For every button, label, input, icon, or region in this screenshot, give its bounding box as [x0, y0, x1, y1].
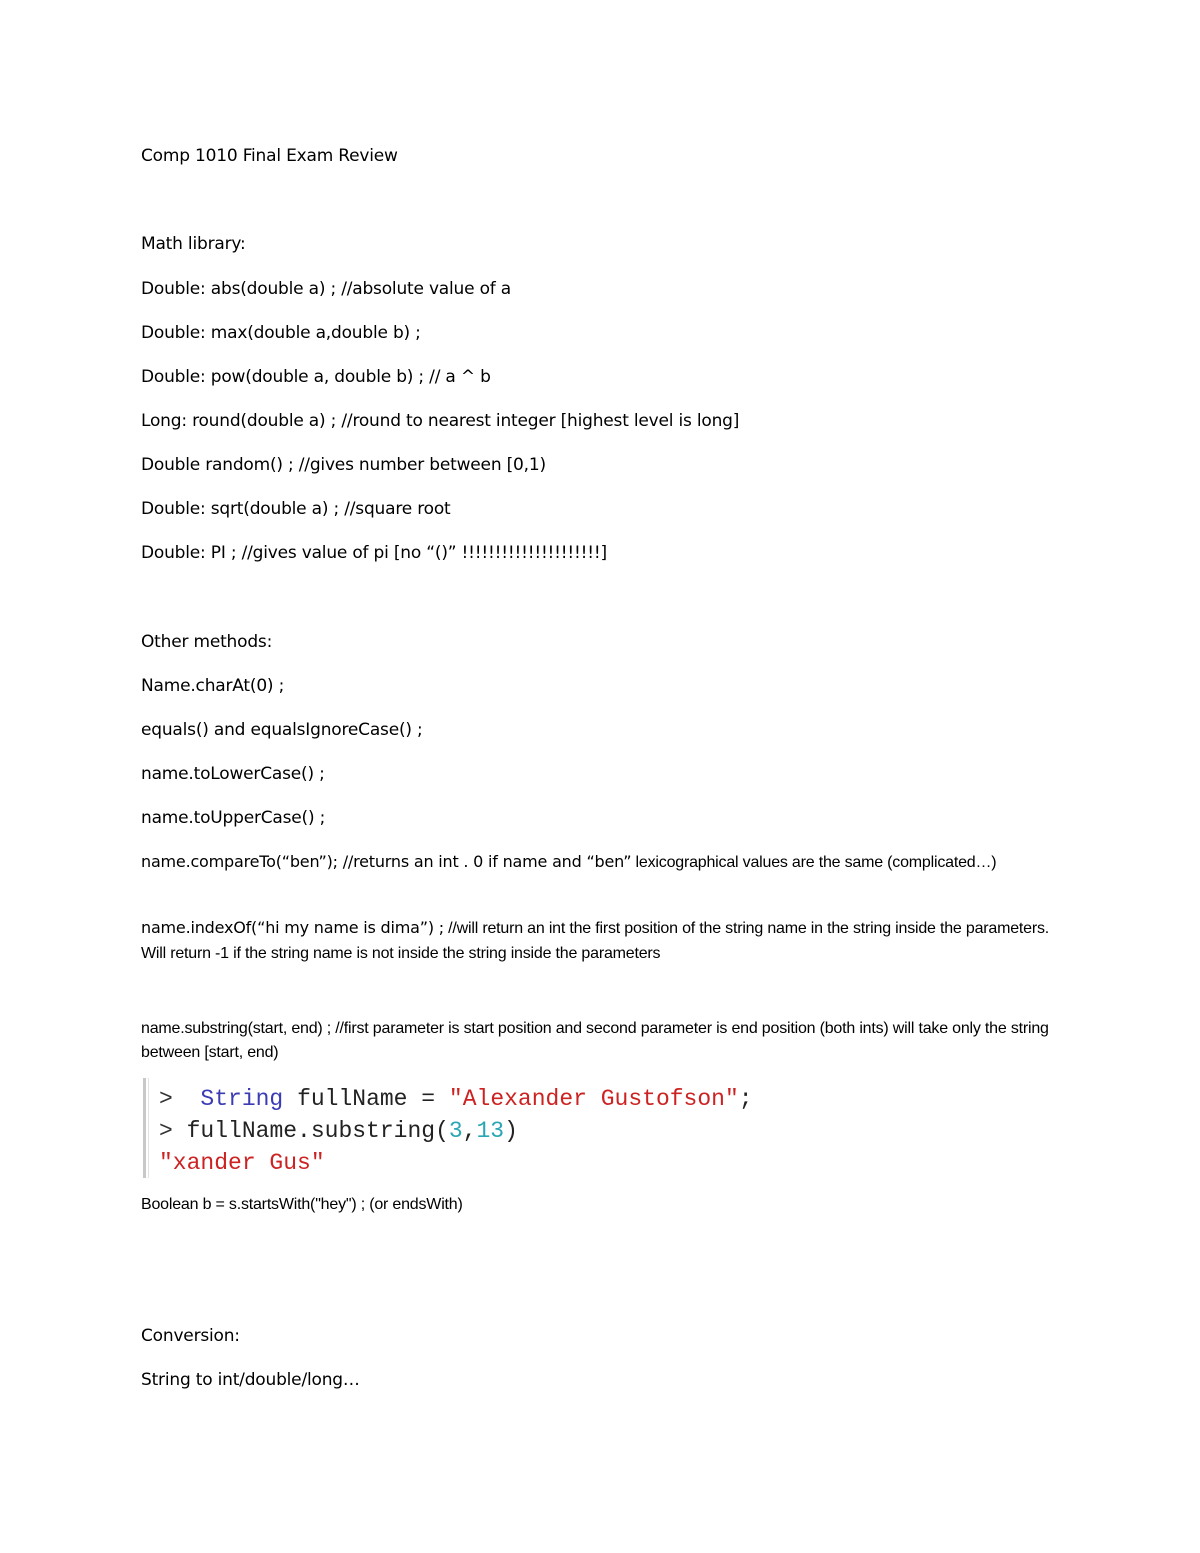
math-item-random: Double random() ; //gives number between [0,1): [141, 455, 546, 475]
indexof-code: name.indexOf(“hi my name is dima”) ;: [141, 918, 444, 937]
method-charat: Name.charAt(0) ;: [141, 676, 285, 696]
code-keyword-string: String: [200, 1086, 284, 1112]
console-prompt: >: [159, 1086, 173, 1112]
code-call-head: fullName.substring(: [186, 1118, 449, 1144]
console-line-call: [159, 1115, 518, 1147]
compareto-note: lexicographical values are the same (complicated…): [631, 854, 997, 871]
code-equals: =: [421, 1086, 436, 1112]
math-item-pi: Double: PI ; //gives value of pi [no “()” !!!!!!!!!!!!!!!!!!!!!]: [141, 543, 607, 563]
math-item-max: Double: max(double a,double b) ;: [141, 323, 421, 343]
method-substring: name.substring(start, end) ; //first parameter is start position and second parameter is end position (both ints) will take only the string between [start, end): [141, 1020, 1049, 1061]
code-identifier: fullName: [297, 1086, 408, 1112]
code-arg-start: 3: [448, 1118, 463, 1144]
console-border: [143, 1078, 146, 1178]
console-line-result: [159, 1147, 325, 1179]
code-comma: ,: [462, 1118, 477, 1144]
document-title: Comp 1010 Final Exam Review: [141, 146, 398, 166]
method-compareto: [141, 850, 1071, 875]
other-methods-heading: Other methods:: [141, 632, 273, 652]
method-tolowercase: name.toLowerCase() ;: [141, 764, 325, 784]
code-console-example: [143, 1078, 843, 1180]
math-library-heading: Math library:: [141, 234, 246, 254]
math-item-round: Long: round(double a) ; //round to nearest integer [highest level is long]: [141, 411, 740, 431]
math-item-pow: Double: pow(double a, double b) ; // a ^ b: [141, 367, 491, 387]
code-call-tail: ): [504, 1118, 518, 1144]
console-prompt: >: [159, 1118, 173, 1144]
math-item-sqrt: Double: sqrt(double a) ; //square root: [141, 499, 451, 519]
console-border-inner: [148, 1078, 149, 1178]
method-touppercase: name.toUpperCase() ;: [141, 808, 326, 828]
console-line-declaration: [159, 1083, 753, 1115]
conversion-item: String to int/double/long…: [141, 1370, 360, 1390]
conversion-heading: Conversion:: [141, 1326, 240, 1346]
indexof-note: //will return an int the first position of the string name in the string inside the parameters. Will return -1 if the string name is not inside the string inside the parameters: [141, 920, 1050, 962]
code-string-literal: "Alexander Gustofson": [448, 1086, 739, 1112]
method-indexof: [141, 916, 1071, 966]
code-result: "xander Gus": [159, 1150, 325, 1176]
method-startswith: Boolean b = s.startsWith("hey") ; (or endsWith): [141, 1196, 463, 1213]
code-semicolon: ;: [738, 1086, 753, 1112]
math-item-abs: Double: abs(double a) ; //absolute value of a: [141, 279, 511, 299]
method-equals: equals() and equalsIgnoreCase() ;: [141, 720, 423, 740]
compareto-code: name.compareTo(“ben”); //returns an int . 0 if name and “ben”: [141, 852, 632, 871]
code-arg-end: 13: [476, 1118, 505, 1144]
